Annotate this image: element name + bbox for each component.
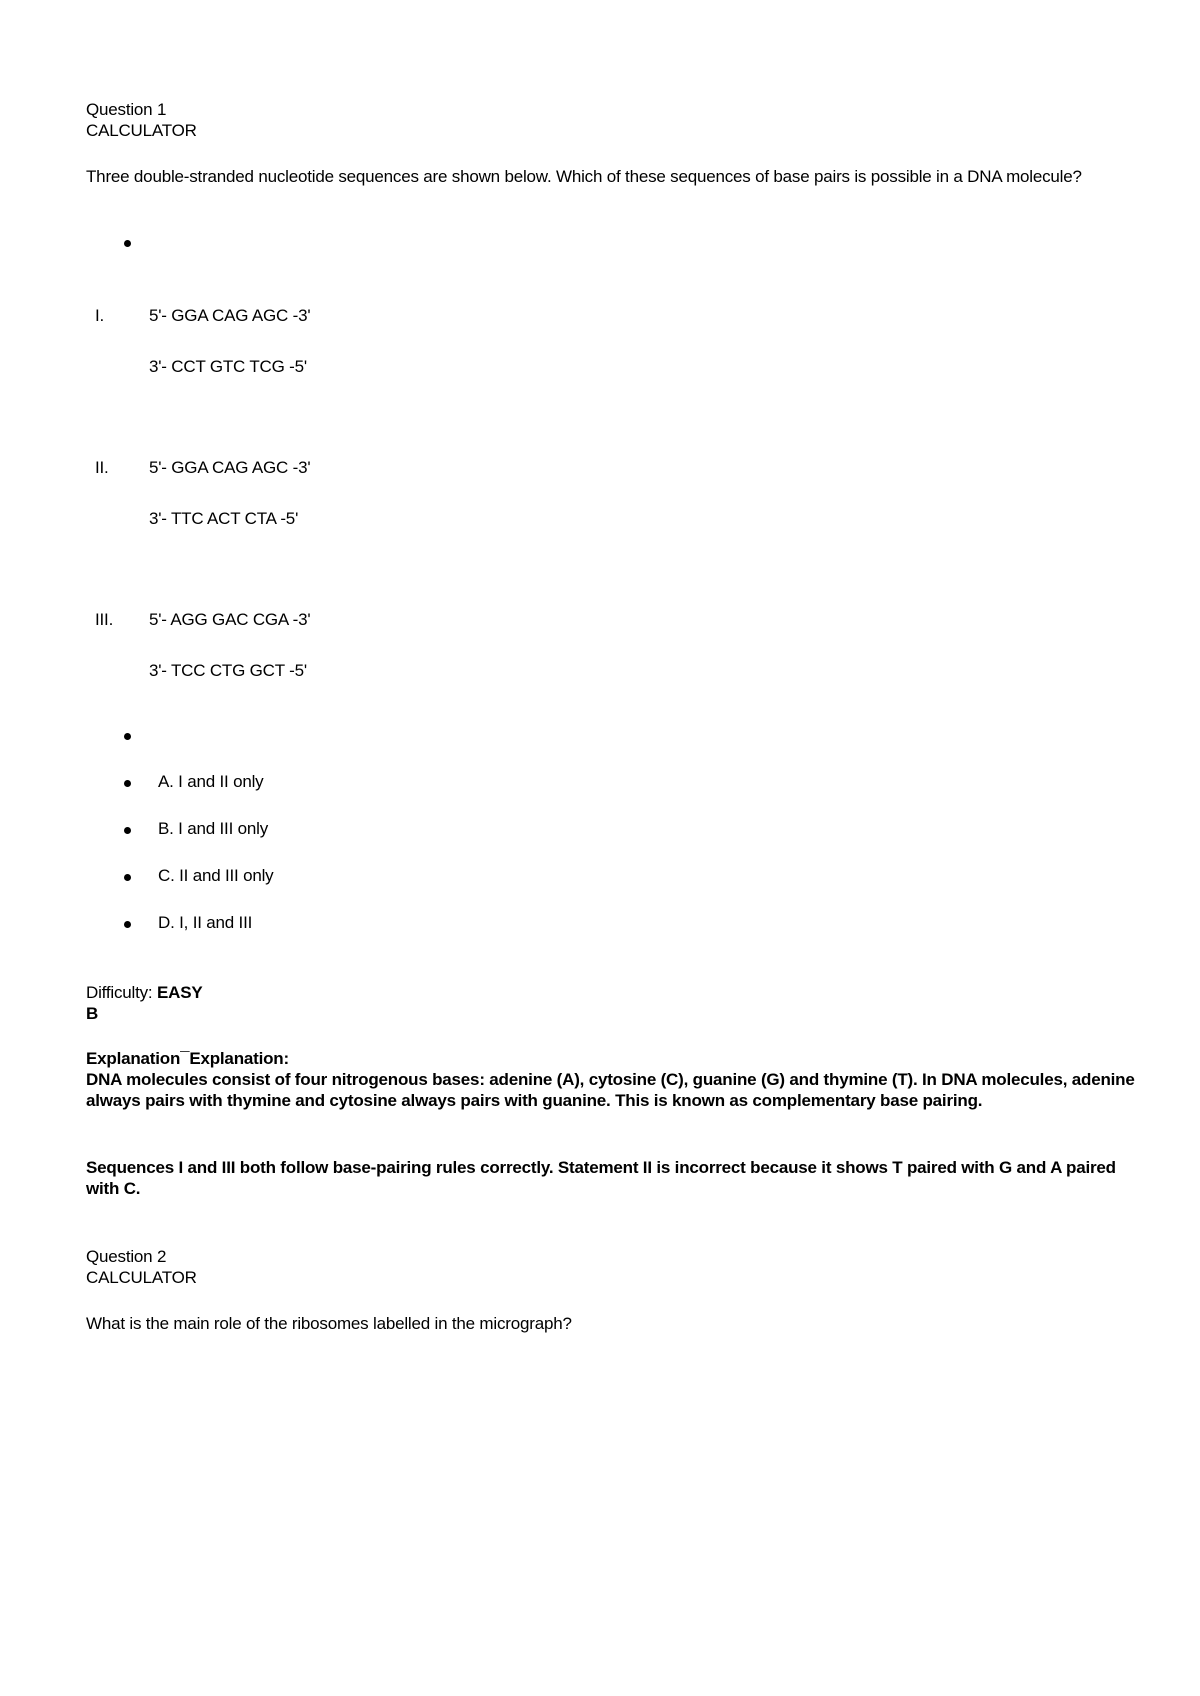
option-c-bullet xyxy=(124,874,131,881)
sequence-2-numeral: II. xyxy=(95,458,109,477)
question-2-heading: Question 2 xyxy=(86,1247,167,1266)
option-d-bullet xyxy=(124,921,131,928)
option-d[interactable]: D. I, II and III xyxy=(158,913,253,932)
sequence-1-numeral: I. xyxy=(95,306,105,325)
option-a[interactable]: A. I and II only xyxy=(158,772,264,791)
explanation-paragraph-2: Sequences I and III both follow base-pairing rules correctly. Statement II is incorrect because it shows T paired with G and A paired with C. xyxy=(86,1158,1116,1198)
sequence-1-bottom-strand: 3'- CCT GTC TCG -5' xyxy=(149,357,307,376)
sequence-2-top-strand: 5'- GGA CAG AGC -3' xyxy=(149,458,311,477)
difficulty-label: Difficulty: xyxy=(86,983,153,1002)
empty-bullet xyxy=(124,240,131,247)
explanation-heading: Explanation¯Explanation: xyxy=(86,1049,289,1068)
difficulty-value: EASY xyxy=(156,983,203,1002)
question-1-heading: Question 1 xyxy=(86,100,167,119)
difficulty xyxy=(86,982,202,1003)
empty-bullet xyxy=(124,733,131,740)
answer-key: B xyxy=(86,1004,99,1023)
option-c[interactable]: C. II and III only xyxy=(158,866,274,885)
sequence-3-numeral: III. xyxy=(95,610,114,629)
option-a-bullet xyxy=(124,780,131,787)
explanation-paragraph-1: DNA molecules consist of four nitrogenous bases: adenine (A), cytosine (C), guanine (G) and thymine (T). In DNA molecules, adenine always pairs with thymine and cytosine always pairs with guanine. This is known as complementary base pairing. xyxy=(86,1070,1135,1110)
sequence-1-top-strand: 5'- GGA CAG AGC -3' xyxy=(149,306,311,325)
question-2-tag: CALCULATOR xyxy=(86,1268,197,1287)
option-b[interactable]: B. I and III only xyxy=(158,819,268,838)
sequence-3-bottom-strand: 3'- TCC CTG GCT -5' xyxy=(149,661,307,680)
sequence-2-bottom-strand: 3'- TTC ACT CTA -5' xyxy=(149,509,299,528)
sequence-3-top-strand: 5'- AGG GAC CGA -3' xyxy=(149,610,311,629)
question-1-tag: CALCULATOR xyxy=(86,121,197,140)
question-1-prompt: Three double-stranded nucleotide sequences are shown below. Which of these sequences of base pairs is possible in a DNA molecule? xyxy=(86,167,1082,186)
question-2-prompt: What is the main role of the ribosomes labelled in the micrograph? xyxy=(86,1314,572,1333)
option-b-bullet xyxy=(124,827,131,834)
